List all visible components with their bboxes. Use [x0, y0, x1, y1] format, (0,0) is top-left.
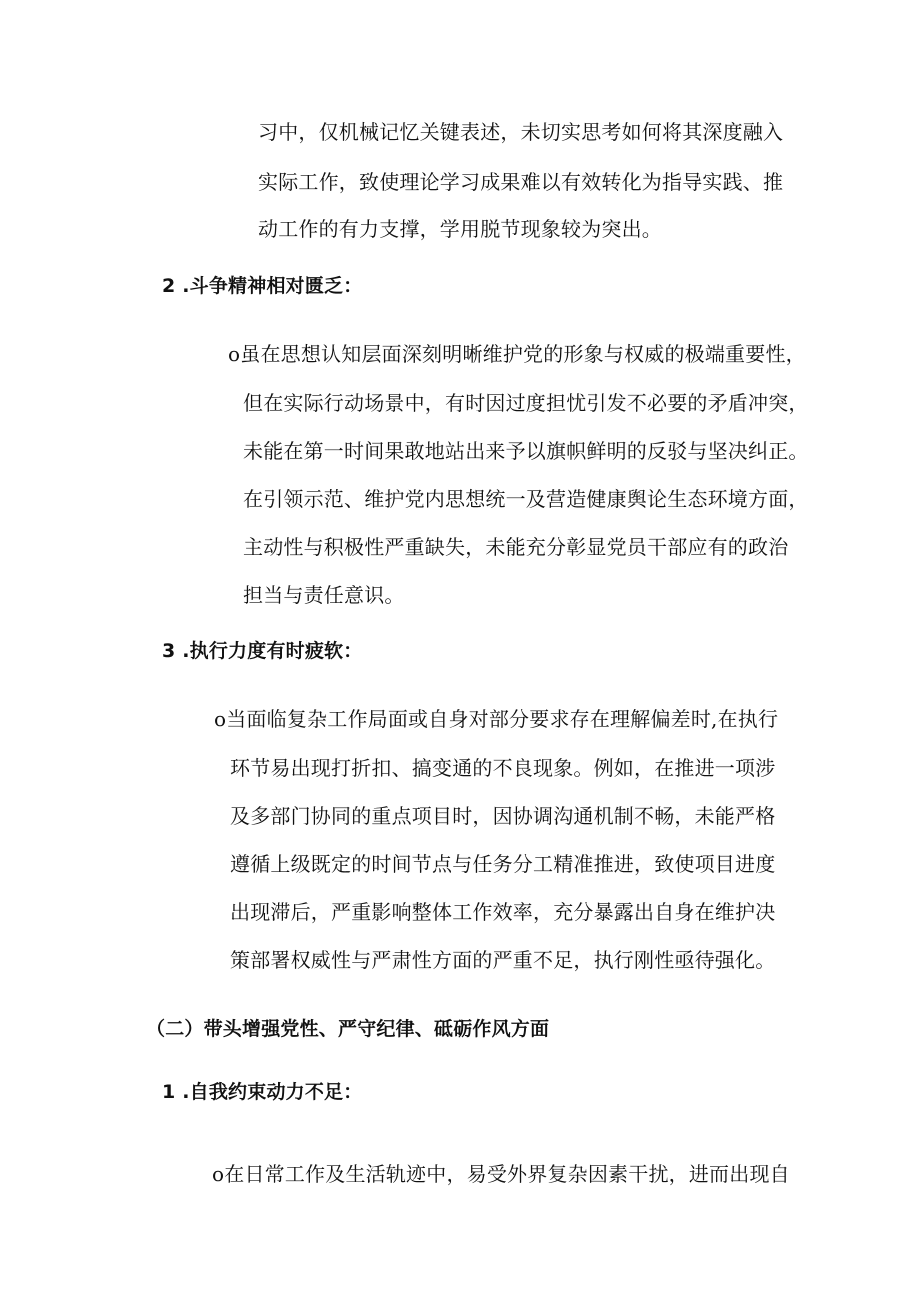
paragraph-line: 担当与责任意识。	[243, 583, 405, 607]
paragraph-line: 遵循上级既定的时间节点与任务分工精准推进，致使项目进度	[230, 852, 776, 876]
paragraph-line: 环节易出现打折扣、搞变通的不良现象。例如，在推进一项涉	[230, 756, 776, 780]
paragraph-line: 但在实际行动场景中，有时因过度担忧引发不必要的矛盾冲突，	[243, 391, 809, 415]
paragraph-line: 实际工作，致使理论学习成果难以有效转化为指导实践、推	[258, 170, 784, 194]
paragraph-line: 动工作的有力支撑，学用脱节现象较为突出。	[258, 217, 662, 241]
paragraph-line: 出现滞后，严重影响整体工作效率，充分暴露出自身在维护决	[230, 900, 776, 924]
paragraph-line: 习中，仅机械记忆关键表述，未切实思考如何将其深度融入	[258, 120, 784, 144]
item-heading: 2 .斗争精神相对匮乏：	[162, 275, 363, 297]
paragraph-line: 及多部门协同的重点项目时，因协调沟通机制不畅，未能严格	[230, 804, 776, 828]
paragraph-line: 主动性与积极性严重缺失，未能充分彰显党员干部应有的政治	[243, 535, 789, 559]
item-heading: 1 .自我约束动力不足：	[162, 1081, 363, 1103]
paragraph-line: o虽在思想认知层面深刻明晰维护党的形象与权威的极端重要性，	[228, 342, 806, 366]
paragraph-line: 在引领示范、维护党内思想统一及营造健康舆论生态环境方面，	[243, 487, 809, 511]
item-heading: 3 .执行力度有时疲软：	[162, 640, 363, 662]
paragraph-line: o当面临复杂工作局面或自身对部分要求存在理解偏差时,在执行	[214, 707, 779, 731]
paragraph-line: 策部署权威性与严肃性方面的严重不足，执行刚性亟待强化。	[230, 948, 776, 972]
paragraph-line: o在日常工作及生活轨迹中，易受外界复杂因素干扰，进而出现自	[212, 1162, 790, 1186]
paragraph-line: 未能在第一时间果敢地站出来予以旗帜鲜明的反驳与坚决纠正。	[243, 439, 809, 463]
section-heading: （二）带头增强党性、严守纪律、砥砺作风方面	[146, 1018, 550, 1040]
